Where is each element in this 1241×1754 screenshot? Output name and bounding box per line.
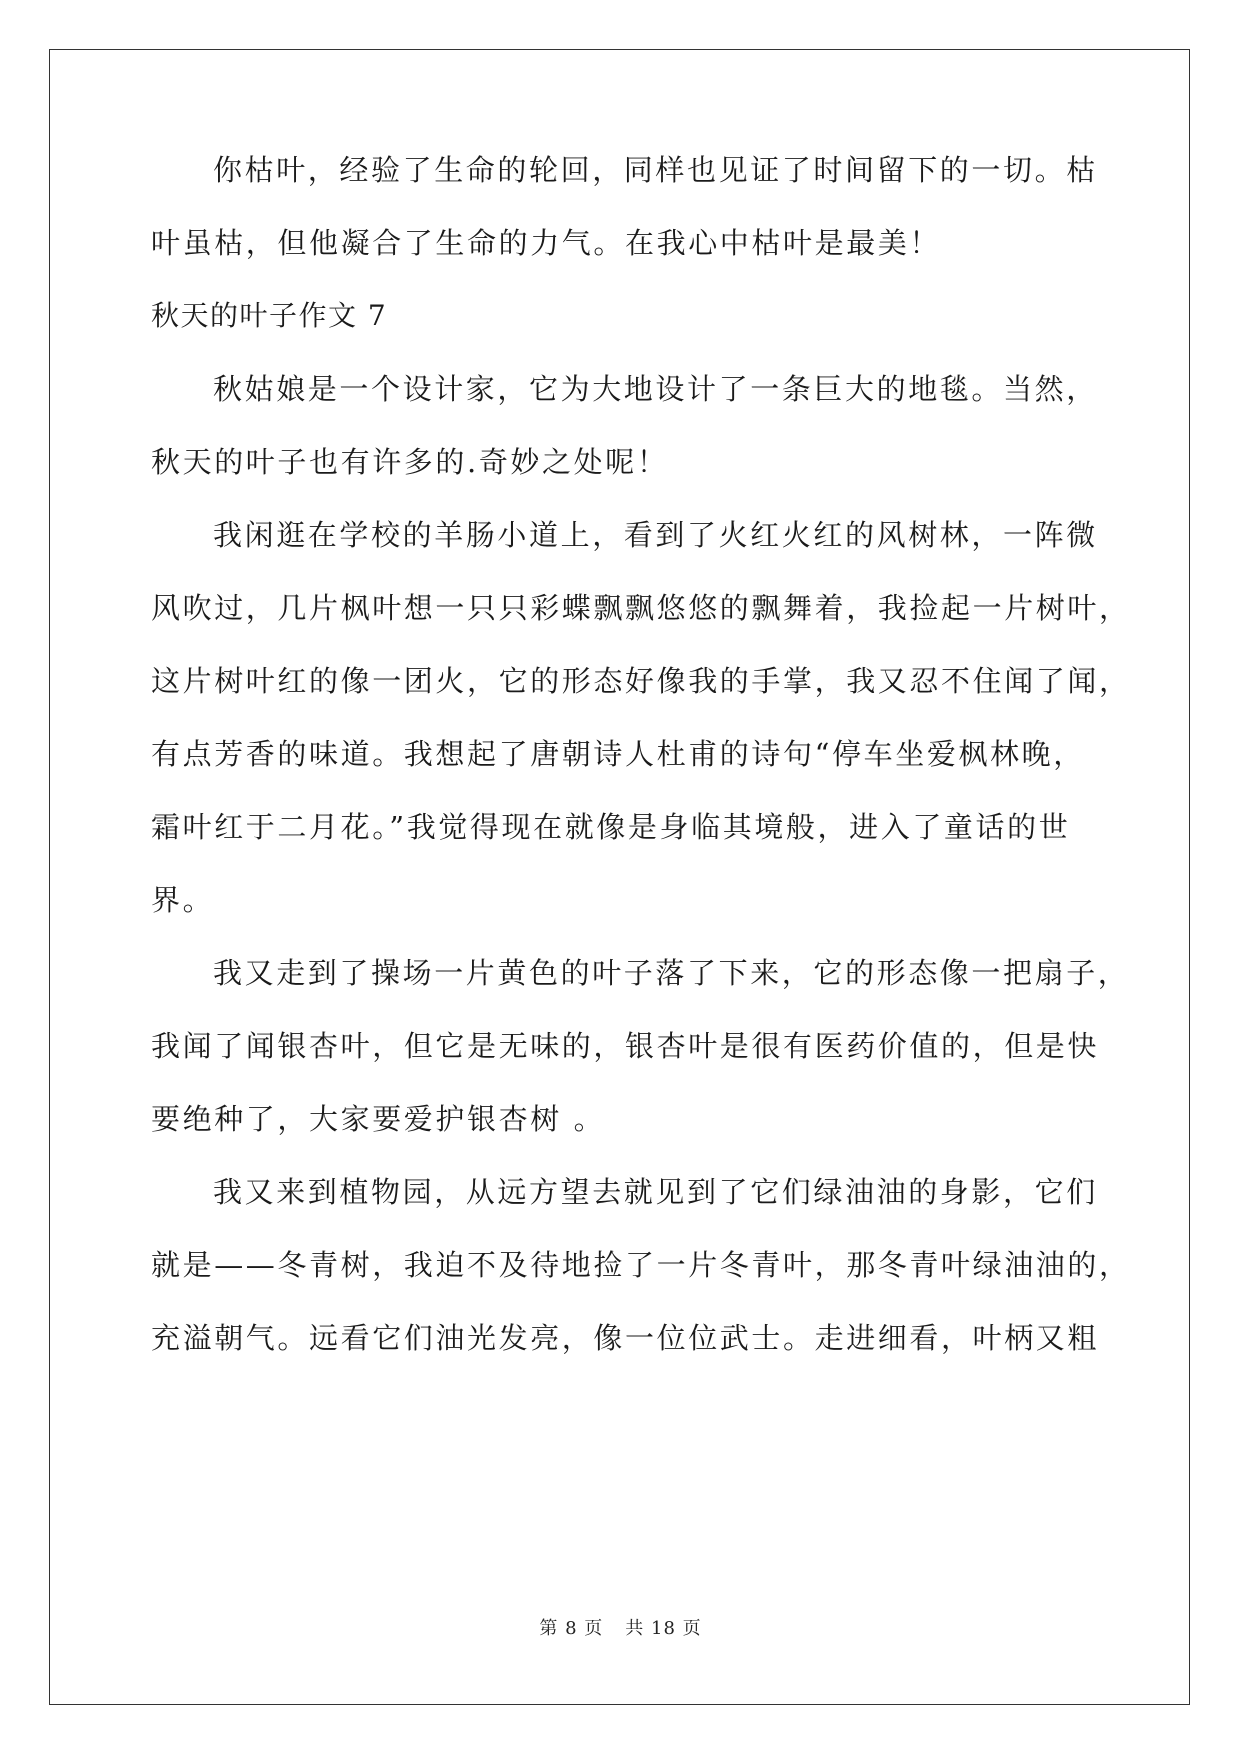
paragraph-line: 这片树叶红的像一团火，它的形态好像我的手掌，我又忍不住闻了闻， bbox=[151, 664, 1131, 698]
paragraph-line: 秋天的叶子也有许多的.奇妙之处呢！ bbox=[151, 445, 669, 479]
paragraph-line: 我又来到植物园，从远方望去就见到了它们绿油油的身影，它们 bbox=[213, 1175, 1098, 1209]
paragraph-line: 有点芳香的味道。我想起了唐朝诗人杜甫的诗句“停车坐爱枫林晚， bbox=[151, 737, 1085, 771]
page-number: 第 8 页 bbox=[539, 1618, 604, 1639]
paragraph-line: 我闲逛在学校的羊肠小道上，看到了火红火红的风树林，一阵微 bbox=[213, 518, 1098, 552]
paragraph-line: 我闻了闻银杏叶，但它是无味的，银杏叶是很有医药价值的，但是快 bbox=[151, 1029, 1100, 1063]
paragraph-line: 充溢朝气。远看它们油光发亮，像一位位武士。走进细看，叶柄又粗 bbox=[151, 1321, 1100, 1355]
paragraph-line: 就是——冬青树，我迫不及待地捡了一片冬青叶，那冬青叶绿油油的， bbox=[151, 1248, 1131, 1282]
section-heading: 秋天的叶子作文 7 bbox=[151, 299, 388, 332]
paragraph-line: 要绝种了，大家要爱护银杏树 。 bbox=[151, 1102, 606, 1136]
page-footer bbox=[0, 1614, 1241, 1640]
paragraph-line: 你枯叶，经验了生命的轮回，同样也见证了时间留下的一切。枯 bbox=[213, 153, 1098, 187]
paragraph-line: 秋姑娘是一个设计家，它为大地设计了一条巨大的地毯。当然， bbox=[213, 372, 1098, 406]
paragraph-line: 霜叶红于二月花。”我觉得现在就像是身临其境般，进入了童话的世 bbox=[151, 810, 1071, 844]
page-total: 共 18 页 bbox=[625, 1618, 702, 1639]
paragraph-line: 界。 bbox=[151, 883, 215, 917]
paragraph-line: 叶虽枯，但他凝合了生命的力气。在我心中枯叶是最美！ bbox=[151, 226, 942, 260]
paragraph-line: 风吹过，几片枫叶想一只只彩蝶飘飘悠悠的飘舞着，我捡起一片树叶， bbox=[151, 591, 1131, 625]
paragraph-line: 我又走到了操场一片黄色的叶子落了下来，它的形态像一把扇子， bbox=[213, 956, 1130, 990]
